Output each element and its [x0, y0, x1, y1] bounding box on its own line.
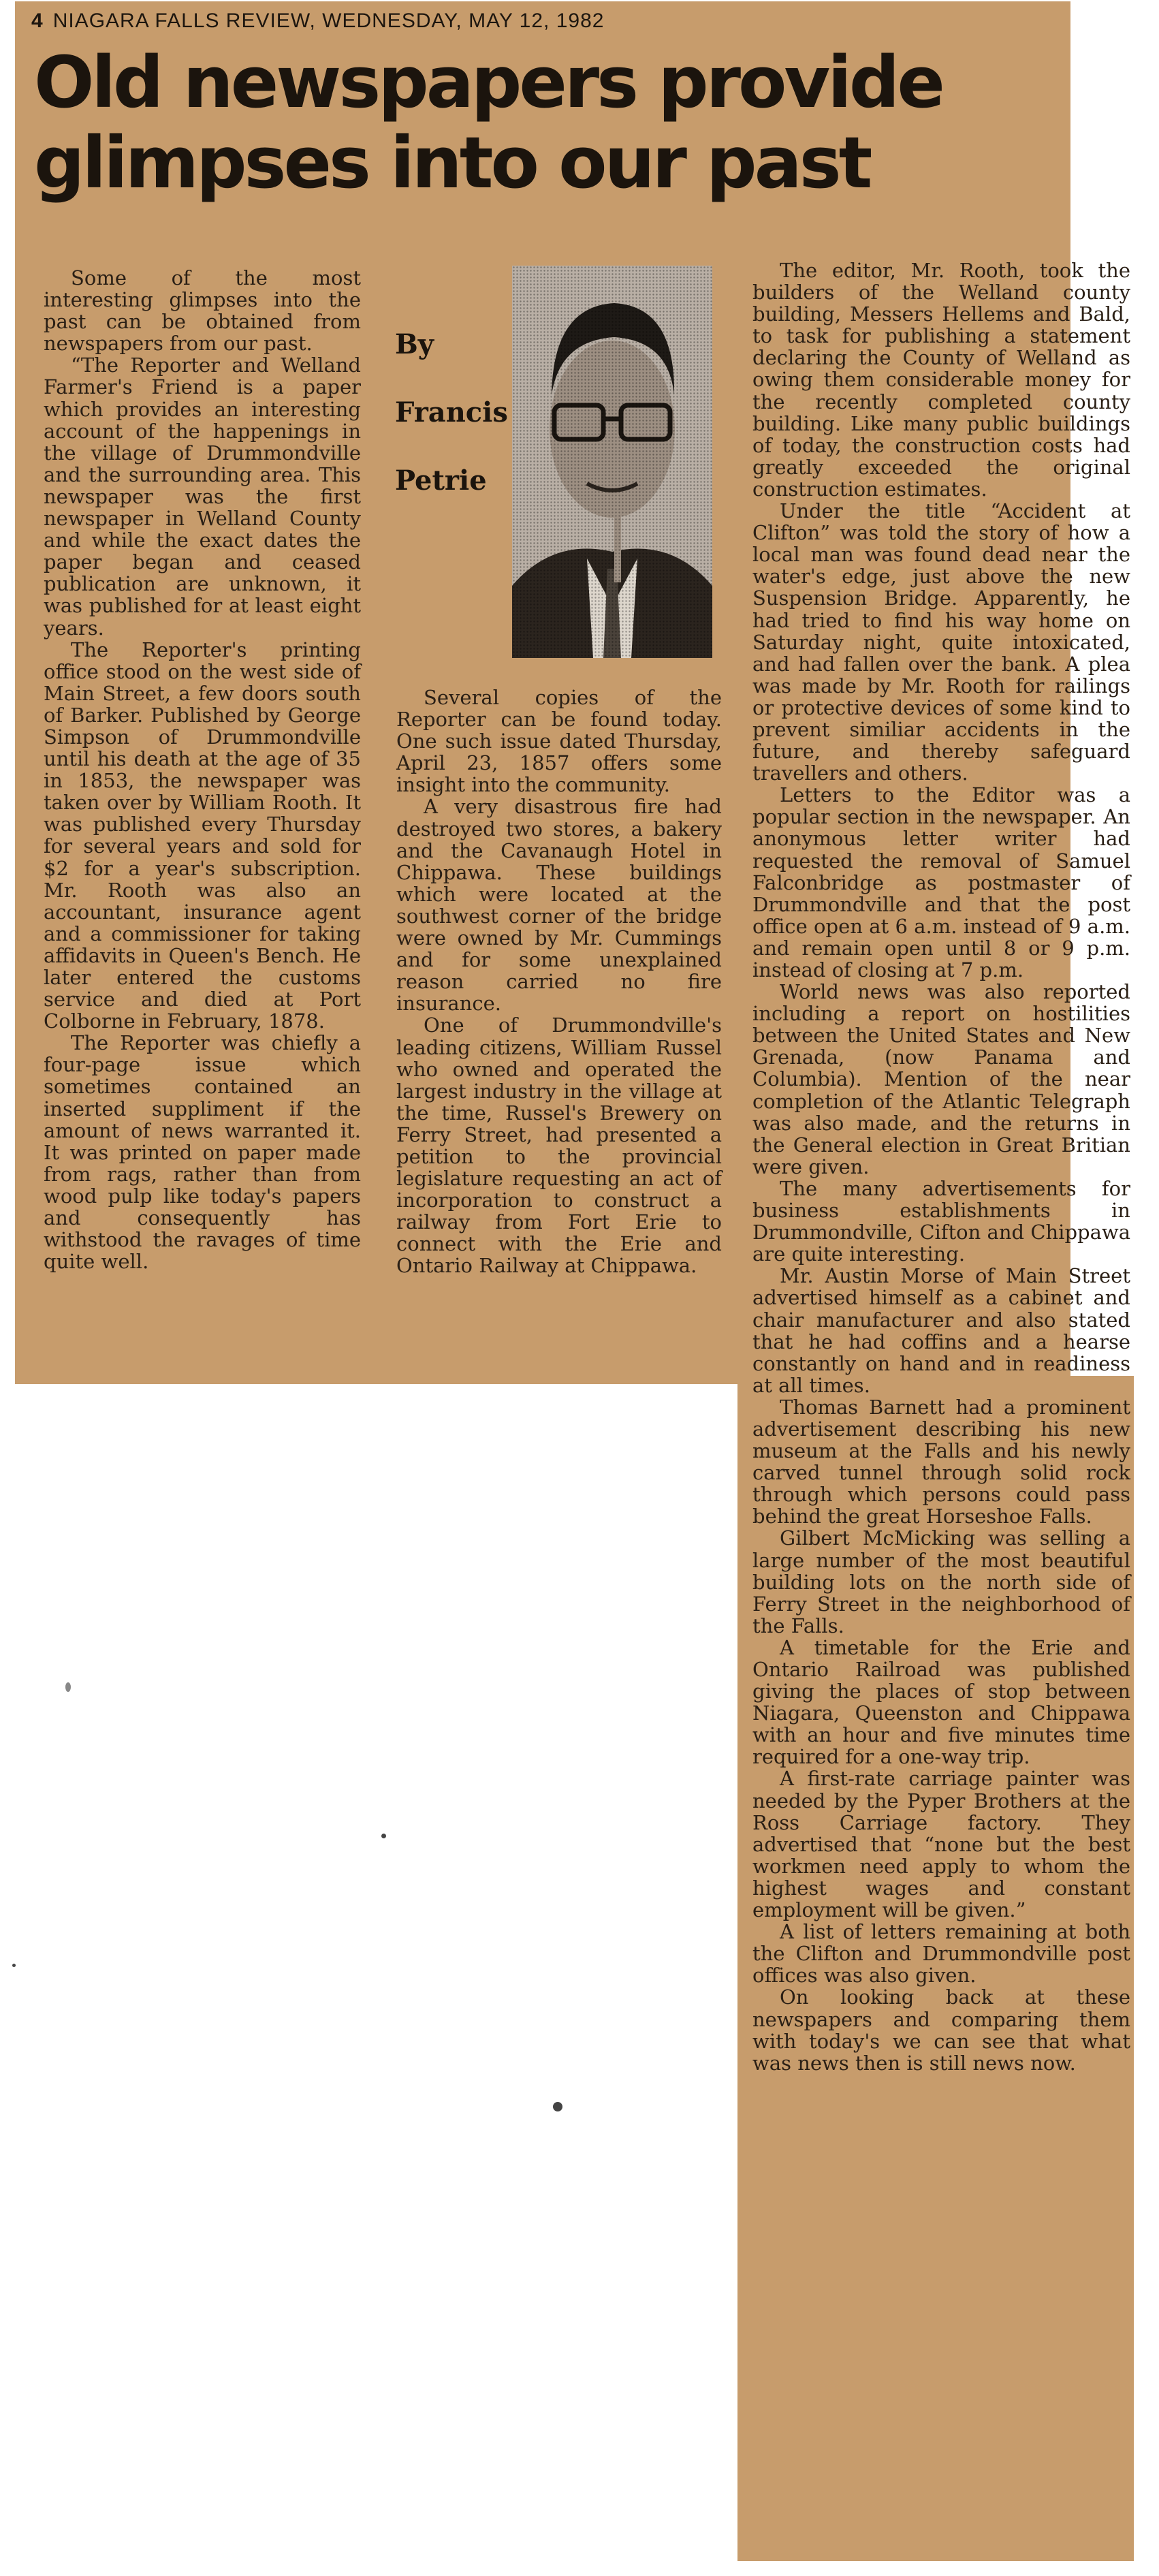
scan-speck: [12, 1964, 16, 1967]
paragraph: The Reporter was chiefly a four-page issue which sometimes contained an inserted suppliment if the amount of news warranted it. It was printed on paper made from rags, rather than from wood pulp like today's papers and consequently has withstood the ravages of time quite well.: [44, 1031, 361, 1274]
paragraph: Several copies of the Reporter can be found today. One such issue dated Thursday, April 23, 1857 offers some insight into the community.: [396, 686, 722, 797]
page-number: 4: [31, 10, 44, 32]
author-portrait-photo: [512, 266, 712, 658]
paragraph: A list of letters remaining at both the Clifton and Drummondville post offices was also given.: [752, 1920, 1130, 1988]
paragraph: World news was also reported including a report on hostilities between the United States and New Grenada, (now Panama and Columbia). Mention of the near completion of the Atlantic Telegraph was also made, and the returns in the General election in Great Britian were given.: [752, 980, 1130, 1178]
paragraph: One of Drummondville's leading citizens, William Russel who owned and operated the largest industry in the village at the time, Russel's Brewery on Ferry Street, had presented a petition to the provincial legislature requesting an act of incorporation to construct a railway from Fort Erie to connect with the Erie and Ontario Railway at Chippawa.: [396, 1014, 722, 1278]
paragraph: The Reporter's printing office stood on the west side of Main Street, a few doors south of Barker. Published by George Simpson of Drummondville until his death at the age of 35 in 1853, the newspaper was taken over by William Rooth. It was published every Thursday for several years and sold for $2 for a year's subscription. Mr. Rooth was also an accountant, insurance agent and a commissioner for taking affidavits in Queen's Bench. He later entered the customs service and died at Port Colborne in February, 1878.: [44, 638, 361, 1033]
byline-first-name: Francis: [395, 396, 508, 428]
paragraph: “The Reporter and Welland Farmer's Friend is a paper which provides an interesting account of the happenings in the village of Drummondville and the surrounding area. This newspaper was the first newspaper in Welland County and while the exact dates the paper began and ceased publication are unknown, it was published for at least eight years.: [44, 354, 361, 640]
byline: [395, 326, 508, 530]
paragraph: Letters to the Editor was a popular section in the newspaper. An anonymous letter writer had requested the removal of Samuel Falconbridge as postmaster of Drummondville and that the post office open at 6 a.m. instead of 9 a.m. and remain open until 8 or 9 p.m. instead of closing at 7 p.m.: [752, 783, 1130, 981]
article-column-2: [396, 687, 722, 1277]
masthead-text: NIAGARA FALLS REVIEW, WEDNESDAY, MAY 12, 1982: [52, 10, 605, 32]
paragraph: The editor, Mr. Rooth, took the builders of the Welland county building, Messers Hellems and Bald, to task for publishing a statement declaring the County of Welland as owing them considerable money for the recently completed county building. Like many public buildings of today, the construction costs had greatly exceeded the original construction estimates.: [752, 259, 1130, 501]
paragraph: Mr. Austin Morse of Main Street advertised himself as a cabinet and chair manufacturer and also stated that he had coffins and a hearse constantly on hand and in readiness at all times.: [752, 1264, 1130, 1397]
article-column-1: [44, 267, 361, 1272]
byline-by: By: [395, 328, 434, 360]
paragraph: On looking back at these newspapers and comparing them with today's we can see that what was news then is still news now.: [752, 1985, 1130, 2075]
scan-speck: [553, 2102, 562, 2111]
scan-speck: [381, 1834, 386, 1838]
headline: Old newspapers provide glimpses into our past: [34, 41, 942, 204]
article-column-3: [752, 260, 1130, 2074]
portrait-icon: [512, 266, 712, 658]
paragraph: Thomas Barnett had a prominent advertisement describing his new museum at the Falls and his newly carved tunnel through solid rock through which persons could pass behind the great Horseshoe Falls.: [752, 1395, 1130, 1528]
paragraph: Gilbert McMicking was selling a large number of the most beautiful building lots on the north side of Ferry Street in the neighborhood of the Falls.: [752, 1526, 1130, 1637]
paragraph: A timetable for the Erie and Ontario Railroad was published giving the places of stop between Niagara, Queenston and Chippawa with an hour and five minutes time required for a one-way trip.: [752, 1635, 1130, 1769]
paragraph: Under the title “Accident at Clifton” was told the story of how a local man was found dead near the water's edge, just above the new Suspension Bridge. Apparently, he had tried to find his way home on Saturday night, quite intoxicated, and had fallen over the bank. A plea was made by Mr. Rooth for railings or protective devices of some kind to prevent similiar accidents in the future, and thereby safeguard travellers and others.: [752, 499, 1130, 785]
paragraph: The many advertisements for business establishments in Drummondville, Cifton and Chippawa are quite interesting.: [752, 1176, 1130, 1266]
scan-speck: [65, 1682, 71, 1692]
paragraph: A first-rate carriage painter was needed by the Pyper Brothers at the Ross Carriage factory. They advertised that “none but the best workmen need apply to whom the highest wages and constant employment will be given.”: [752, 1767, 1130, 1922]
masthead: [31, 10, 604, 33]
byline-last-name: Petrie: [395, 465, 487, 497]
paragraph: A very disastrous fire had destroyed two stores, a bakery and the Cavanaugh Hotel in Chippawa. These buildings which were located at the southwest corner of the bridge were owned by Mr. Cummings and for some unexplained reason carried no fire insurance.: [396, 795, 722, 1016]
paragraph: Some of the most interesting glimpses into the past can be obtained from newspapers from our past.: [44, 266, 361, 356]
